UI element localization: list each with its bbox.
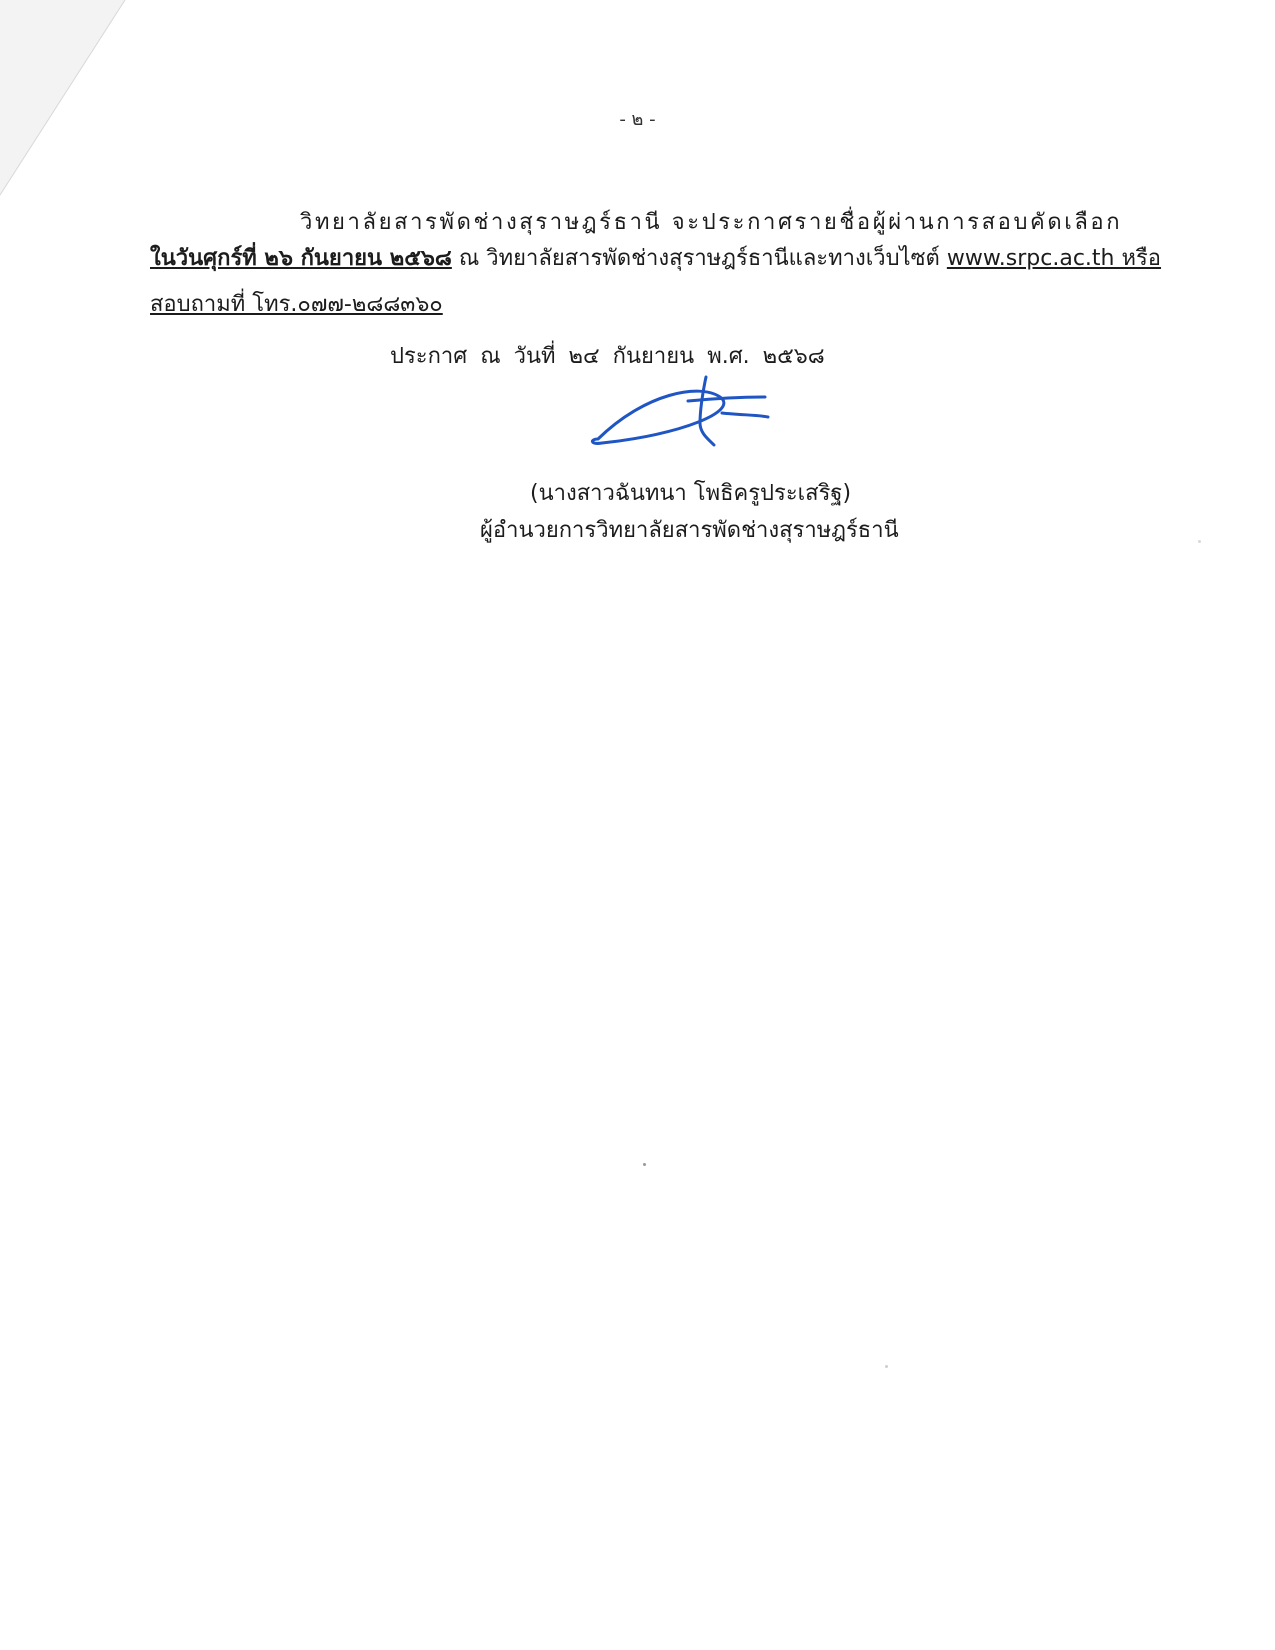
website-link[interactable]: www.srpc.ac.th หรือ bbox=[946, 246, 1162, 271]
signer-title: ผู้อำนวยการวิทยาลัยสารพัดช่างสุราษฎร์ธานี bbox=[480, 518, 899, 543]
scan-speck bbox=[885, 1365, 888, 1368]
scan-speck bbox=[643, 1163, 646, 1166]
announcement-date: ประกาศ ณ วันที่ ๒๔ กันยายน พ.ศ. ๒๕๖๘ bbox=[390, 344, 825, 369]
paragraph-line-2 bbox=[150, 244, 1162, 274]
scan-speck bbox=[1198, 540, 1201, 543]
paragraph-line-3 bbox=[150, 290, 1090, 320]
paragraph-line-1: วิทยาลัยสารพัดช่างสุราษฎร์ธานี จะประกาศรายชื่อผู้ผ่านการสอบคัดเลือก bbox=[300, 210, 1123, 235]
signature-image bbox=[590, 375, 810, 475]
announcement-day: ในวันศุกร์ที่ ๒๖ กันยายน ๒๕๖๘ bbox=[150, 246, 452, 271]
contact-phone: สอบถามที่ โทร.๐๗๗-๒๘๘๓๖๐ bbox=[150, 292, 443, 317]
paragraph-line-2-middle: ณ วิทยาลัยสารพัดช่างสุราษฎร์ธานีและทางเว็บไซต์ bbox=[451, 246, 947, 271]
page-number: - ๒ - bbox=[619, 109, 656, 130]
signer-name: (นางสาวฉันทนา โพธิครูประเสริฐ) bbox=[530, 481, 852, 506]
folded-corner bbox=[0, 0, 130, 200]
